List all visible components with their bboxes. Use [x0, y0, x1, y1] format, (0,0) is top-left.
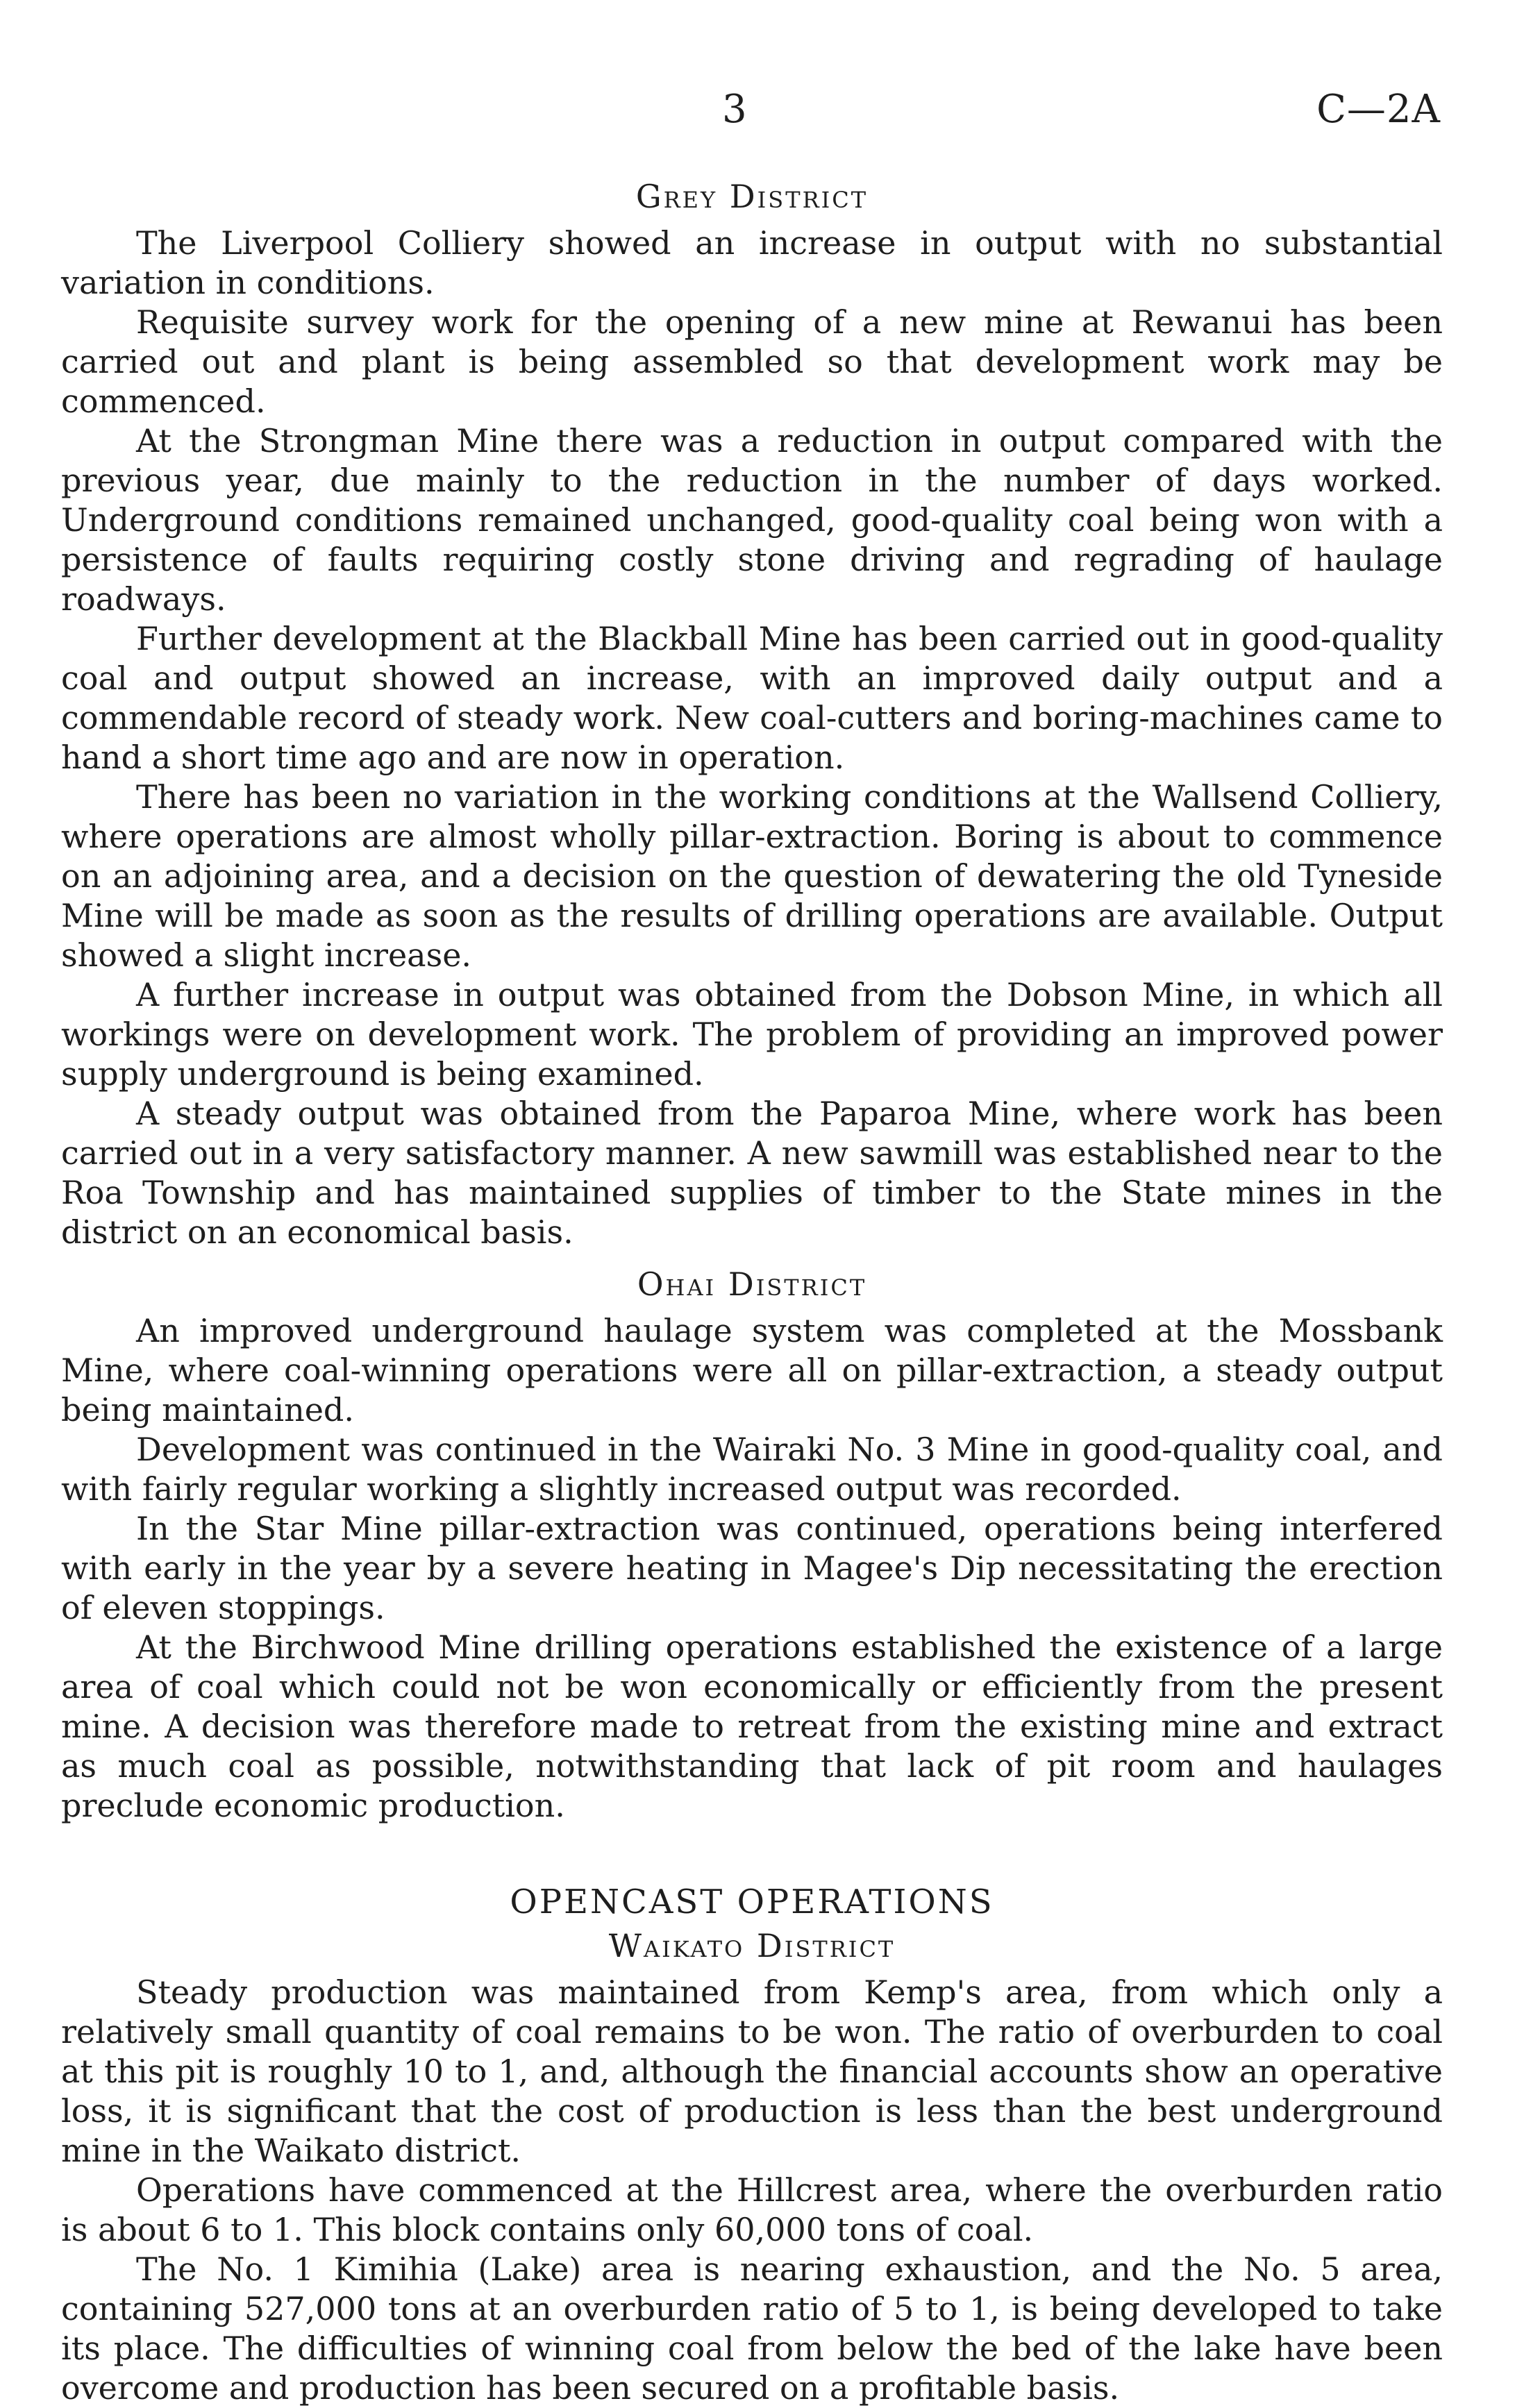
- page-header: [0, 87, 1524, 149]
- paragraph: At the Birchwood Mine drilling operations established the existence of a large area of coal which could not be won economically or efficiently from the present mine. A decision was therefore made to retreat from the existing mine and extract as much coal as possible, notwithstanding that lack of pit room and haulages preclude economic production.: [61, 1628, 1443, 1824]
- waikato-district-title: Waikato District: [608, 1927, 896, 1964]
- paragraph: A further increase in output was obtained from the Dobson Mine, in which all workings were on development work. The problem of providing an improved power supply underground is being examined.: [61, 976, 1443, 1093]
- paragraph: Further development at the Blackball Mine has been carried out in good-quality coal and output showed an increase, with an improved daily output and a commendable record of steady work. New coal-cutters and boring-machines came to hand a short time ago and are now in operation.: [61, 620, 1443, 776]
- paragraph: A steady output was obtained from the Paparoa Mine, where work has been carried out in a very satisfactory manner. A new sawmill was established near to the Roa Township and has maintained supplies of timber to the State mines in the district on an economical basis.: [61, 1095, 1443, 1251]
- paragraph: The Liverpool Colliery showed an increase in output with no substantial variation in conditions.: [61, 224, 1443, 301]
- page-body: [61, 177, 1443, 2408]
- paragraph: Requisite survey work for the opening of a new mine at Rewanui has been carried out and plant is being assembled so that development work may be commenced.: [61, 303, 1443, 420]
- paragraph: An improved underground haulage system was completed at the Mossbank Mine, where coal-winning operations were all on pillar-extraction, a steady output being maintained.: [61, 1312, 1443, 1429]
- paragraph: Development was continued in the Wairaki No. 3 Mine in good-quality coal, and with fairly regular working a slightly increased output was recorded.: [61, 1431, 1443, 1508]
- paragraph: In the Star Mine pillar-extraction was continued, operations being interfered with early in the year by a severe heating in Magee's Dip necessitating the erection of eleven stoppings.: [61, 1510, 1443, 1626]
- paragraph: Operations have commenced at the Hillcrest area, where the overburden ratio is about 6 to 1. This block contains only 60,000 tons of coal.: [61, 2171, 1443, 2248]
- opencast-operations-heading: OPENCAST OPERATIONS: [510, 1883, 994, 1921]
- ohai-district-title: Ohai District: [637, 1265, 867, 1303]
- paragraph: The No. 1 Kimihia (Lake) area is nearing exhaustion, and the No. 5 area, containing 527,000 tons at an overburden ratio of 5 to 1, is being developed to take its place. The difficulties of winning coal from below the bed of the lake have been overcome and production has been secured on a profitable basis.: [61, 2250, 1443, 2407]
- document-reference: C—2A: [1316, 87, 1441, 132]
- grey-district-title: Grey District: [635, 178, 869, 215]
- paragraph: At the Strongman Mine there was a reduction in output compared with the previous year, due mainly to the reduction in the number of days worked. Underground conditions remained unchanged, good-quality coal being won with a persistence of faults requiring costly stone driving and regrading of haulage roadways.: [61, 422, 1443, 618]
- paragraph: Steady production was maintained from Kemp's area, from which only a relatively small quantity of coal remains to be won. The ratio of overburden to coal at this pit is roughly 10 to 1, and, although the financial accounts show an operative loss, it is significant that the cost of production is less than the best underground mine in the Waikato district.: [61, 1973, 1443, 2169]
- page-number: 3: [722, 87, 748, 132]
- paragraph: There has been no variation in the working conditions at the Wallsend Colliery, where operations are almost wholly pillar-extraction. Boring is about to commence on an adjoining area, and a decision on the question of dewatering the old Tyneside Mine will be made as soon as the results of drilling operations are available. Output showed a slight increase.: [61, 778, 1443, 974]
